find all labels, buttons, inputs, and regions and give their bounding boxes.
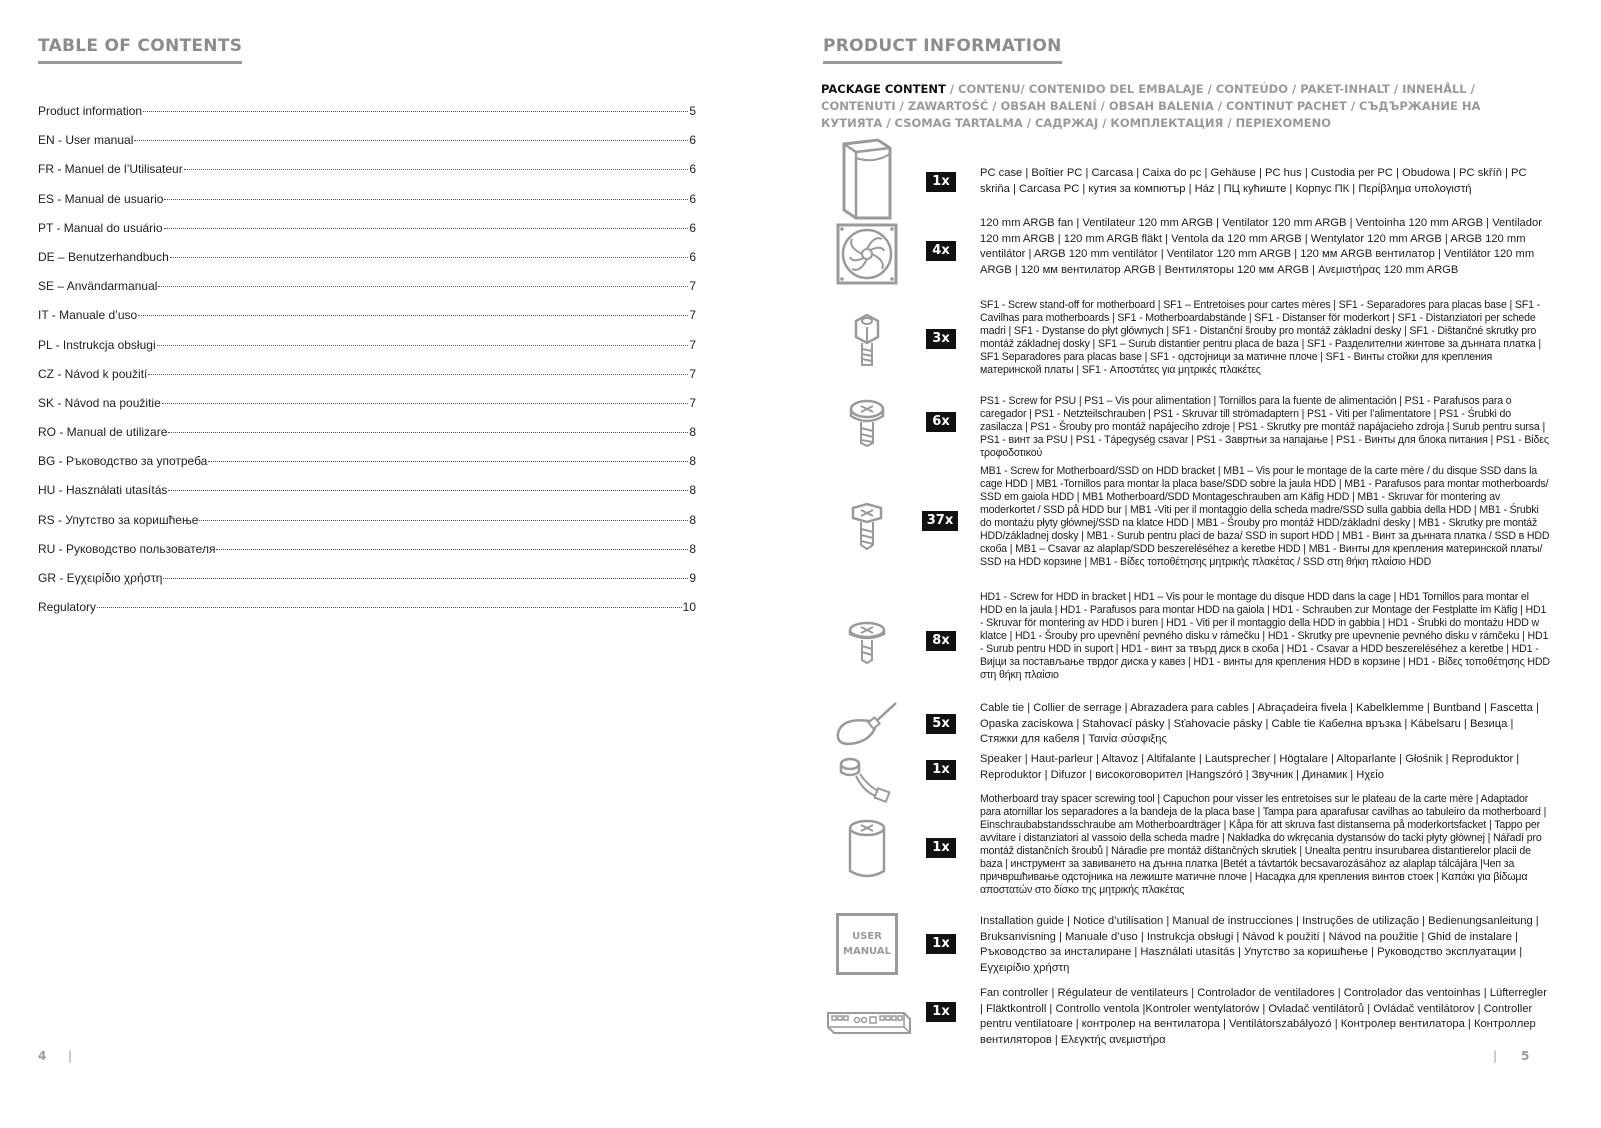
toc-entry-title: DE – Benutzerhandbuch xyxy=(38,249,169,264)
quantity-badge: 1x xyxy=(926,838,956,858)
toc-entry[interactable] xyxy=(38,133,696,162)
toc-entry[interactable] xyxy=(38,396,696,425)
item-description: MB1 - Screw for Motherboard/SSD on HDD bracket | MB1 – Vis pour le montage de la carte mère / du disque SSD dans la cage HDD | MB1 -Tornillos para montar la placa base/SDD sobre la jaula HDD | MB1 - Parafusos para montar motherboards/ SSD em gaiola HDD | MB1 Motherboard/SDD Montageschrauben am Käfig HDD | MB1 - Skruvar för montering av moderkortet / SSD på HDD bur | MB1 -Viti per il montaggio della scheda madre/SSD sulla gabbia della HDD | MB1 - Śrubki do montażu płyty głównej/SSD na klatce HDD | MB1 - Šrouby pro montáž HDD/základní desky | MB1 - Skrutky pre montáž HDD/základnej dosky | MB1 - Surub pentru placi de baza/ SSD in suport HDD | MB1 - Винт за дънната платка / SSD в HDD скоба | MB1 – Csavar az alaplap/SDD beszereléséhez a keretbe HDD | MB1 - Винты для крепления материнской платы/ SSD на HDD корзине | MB1 - Βίδες τοποθέτησης μητρικής πλακέτας / SSD στη θήκη πλαίσιο HDD xyxy=(980,465,1550,568)
toc-dot-leader xyxy=(158,286,688,287)
package-content-title-translations: / CONTENU/ CONTENIDO DEL EMBALAJE / CONTEÚDO / PAKET-INHALT / INNEHÅLL / CONTENUTI / ZAWARTOŚĆ / OBSAH BALENÍ / OBSAH BALENIA / CONTINUT PACHET / СЪДЪРЖАНИЕ НА КУТИЯТА / CSOMAG TARTALMA / САДРЖАЈ / КОМПЛЕКТАЦИЯ / ΠΕΡΙΕΧΟΜΕΝΟ xyxy=(821,82,1481,130)
toc-dot-leader xyxy=(184,169,689,170)
left-page xyxy=(0,0,800,1128)
toc-entry-title: IT - Manuale d’uso xyxy=(38,308,138,323)
toc-entry[interactable] xyxy=(38,279,696,308)
toc-dot-leader xyxy=(168,432,688,433)
toc-entry-page: 6 xyxy=(689,249,696,264)
toc-entry-title: Regulatory xyxy=(38,600,97,615)
toc-entry-page: 6 xyxy=(689,133,696,148)
toc-entry-page: 6 xyxy=(689,220,696,235)
quantity-badge: 6x xyxy=(926,412,956,432)
toc-entry-page: 8 xyxy=(689,541,696,556)
toc-entry-page: 7 xyxy=(689,366,696,381)
toc-entry[interactable] xyxy=(38,513,696,542)
page-separator-right: | xyxy=(1493,1049,1498,1063)
toc-dot-leader xyxy=(168,490,688,491)
right-page xyxy=(800,0,1601,1128)
toc-dot-leader xyxy=(134,140,688,141)
page-number-right: 5 xyxy=(1521,1049,1530,1063)
toc-entry-page: 7 xyxy=(689,337,696,352)
toc-dot-leader xyxy=(157,345,689,346)
quantity-badge: 5x xyxy=(926,714,956,734)
toc-entry[interactable] xyxy=(38,542,696,571)
speaker-icon xyxy=(836,752,898,808)
quantity-badge: 37x xyxy=(922,511,958,531)
toc-dot-leader xyxy=(170,257,689,258)
item-description: 120 mm ARGB fan | Ventilateur 120 mm ARGB | Ventilator 120 mm ARGB | Ventoinha 120 mm ARGB | Ventilador 120 mm ARGB | 120 mm ARGB fläkt | Ventola da 120 mm ARGB | Wentylator 120 mm ARGB | ARGB 120 mm ventilátor | ARGB 120 mm ventilátor | Ventilator 120 mm ARGB | 120 мм ARGB вентилатор | Ventilátor 120 mm ARGB | 120 мм вентилатор ARGB | Вентиляторы 120 мм ARGB | Ανεμιστήρας 120 mm ARGB xyxy=(980,217,1542,277)
toc-dot-leader xyxy=(208,461,688,462)
standoff-icon xyxy=(852,313,882,369)
toc-entry[interactable] xyxy=(38,192,696,221)
toc-list xyxy=(38,104,696,629)
toc-entry[interactable] xyxy=(38,454,696,483)
toc-entry-page: 6 xyxy=(689,191,696,206)
user-manual-icon-text: MANUAL xyxy=(843,946,891,957)
user-manual-icon-text: USER xyxy=(852,931,882,942)
item-description: PS1 - Screw for PSU | PS1 – Vis pour alimentation | Tornillos para la fuente de alimentación | PS1 - Parafusos para o caregador | PS1 - Netzteilschrauben | PS1 - Skruvar till strömadaptern | PS1 - Viti per l’alimentatore | PS1 - Śrubki do zasilacza | PS1 - Šrouby pro montáž napájecího zdroje | PS1 - Skrutky pre montáž napájacieho zdroja | Surub pentru sursa | PS1 - винт за PSU | PS1 - Tápegység csavar | PS1 - Завртњи за напајање | PS1 - Винты для блока питания | PS1 - Βίδες τροφοδοτικού xyxy=(980,395,1549,459)
quantity-badge: 1x xyxy=(926,760,956,780)
toc-entry-page: 8 xyxy=(689,454,696,469)
toc-dot-leader xyxy=(216,549,688,550)
toc-dot-leader xyxy=(163,578,688,579)
quantity-badge: 4x xyxy=(926,241,956,261)
pc-case-icon xyxy=(838,138,896,220)
toc-entry[interactable] xyxy=(38,338,696,367)
spacer-tool-icon xyxy=(846,819,888,881)
toc-dot-leader xyxy=(164,199,688,200)
fan-controller-icon xyxy=(824,1009,914,1039)
toc-entry-page: 8 xyxy=(689,512,696,527)
toc-dot-leader xyxy=(143,111,688,112)
package-content-title-strong: PACKAGE CONTENT xyxy=(821,82,946,96)
toc-dot-leader xyxy=(162,403,689,404)
cable-tie-icon xyxy=(832,699,904,749)
hdd-screw-icon xyxy=(848,620,886,666)
toc-entry-title: RU - Руководство пользователя xyxy=(38,541,216,556)
item-description: HD1 - Screw for HDD in bracket | HD1 – Vis pour le montage du disque HDD dans la cage | HD1 Tornillos para montar el HDD en la jaula | HD1 - Parafusos para montar HDD na gaiola | HD1 - Schrauben zur Montage der Festplatte im Käfig | HD1 - Skruvar för montering av HDD i buren | HD1 - Viti per il montaggio della HDD in gabbia | HD1 - Śrubki do montażu HDD w klatce | HD1 - Šrouby pro upevnění pevného disku v rámečku | HD1 - Skrutky pre upevnenie pevného disku v rámčeku | HD1 - Surub pentru HDD in suport | HD1 - винт за твърд диск в скоба | HD1 - Csavar a HDD beszereléséhez a keretbe | HD1 - Вијци за постављање тврдог диска у кавез | HD1 - винты для крепления HDD в корзине | HD1 - Βίδες τοποθέτησης HDD στη θήκη πλαίσιο xyxy=(980,591,1550,681)
quantity-badge: 1x xyxy=(926,172,956,192)
product-info-heading: PRODUCT INFORMATION xyxy=(823,36,1062,64)
toc-entry[interactable] xyxy=(38,571,696,600)
item-description: Speaker | Haut-parleur | Altavoz | Altifalante | Lautsprecher | Högtalare | Altoparlante | Głośnik | Reproduktor | Reproduktor | Difuzor | високоговорител |Hangszóró | Звучник | Динамик | Ηχείο xyxy=(980,753,1520,781)
quantity-badge: 3x xyxy=(926,329,956,349)
toc-entry-title: SE – Användarmanual xyxy=(38,279,158,294)
toc-entry[interactable] xyxy=(38,367,696,396)
toc-dot-leader xyxy=(199,520,688,521)
toc-heading: TABLE OF CONTENTS xyxy=(38,36,242,64)
toc-entry-title: PT - Manual do usuário xyxy=(38,220,163,235)
user-manual-icon xyxy=(836,913,898,975)
toc-dot-leader xyxy=(138,315,688,316)
toc-entry-page: 7 xyxy=(689,279,696,294)
toc-entry-title: SK - Návod na použitie xyxy=(38,395,161,410)
toc-entry-title: FR - Manuel de l’Utilisateur xyxy=(38,162,183,177)
package-item xyxy=(820,138,1560,220)
toc-entry-page: 7 xyxy=(689,308,696,323)
toc-entry-title: EN - User manual xyxy=(38,133,134,148)
toc-entry-title: BG - Ръководство за употреба xyxy=(38,454,208,469)
toc-entry-title: CZ - Návod k použití xyxy=(38,366,148,381)
toc-entry-title: HU - Használati utasítás xyxy=(38,483,168,498)
toc-entry-page: 8 xyxy=(689,425,696,440)
quantity-badge: 1x xyxy=(926,1002,956,1022)
page-number-left: 4 xyxy=(38,1049,47,1063)
toc-entry-title: RS - Упутство за коришћење xyxy=(38,512,199,527)
toc-entry[interactable] xyxy=(38,221,696,250)
toc-entry[interactable] xyxy=(38,600,696,629)
package-content-title xyxy=(821,81,1521,132)
page-separator-left: | xyxy=(68,1049,73,1063)
toc-entry[interactable] xyxy=(38,250,696,279)
toc-dot-leader xyxy=(148,374,688,375)
toc-entry-page: 7 xyxy=(689,395,696,410)
toc-dot-leader xyxy=(97,607,682,608)
toc-entry[interactable] xyxy=(38,483,696,512)
item-description: Installation guide | Notice d’utilisation | Manual de instrucciones | Instruções de utilização | Bedienungsanleitung | Bruksanvisning | Manuale d’uso | Instrukcja obsługi | Návod k použití | Návod na použitie | Ghid de instalare | Ръководство за инсталиране | Használati utasítás | Упутство за коришћење | Руководство эксплуатации | Εγχειρίδιο χρήστη xyxy=(980,915,1539,975)
toc-entry-page: 5 xyxy=(689,104,696,118)
toc-entry-page: 6 xyxy=(689,162,696,177)
psu-screw-icon xyxy=(848,398,886,448)
toc-entry[interactable] xyxy=(38,425,696,454)
toc-entry-page: 8 xyxy=(689,483,696,498)
toc-entry[interactable] xyxy=(38,308,696,337)
toc-dot-leader xyxy=(164,228,689,229)
toc-entry[interactable] xyxy=(38,104,696,133)
toc-entry-title: RO - Manual de utilizare xyxy=(38,425,168,440)
toc-entry-title: ES - Manual de usuario xyxy=(38,191,164,206)
motherboard-screw-icon xyxy=(848,502,886,552)
toc-entry-title: Product information xyxy=(38,104,143,118)
fan-icon xyxy=(836,223,898,285)
item-description: SF1 - Screw stand-off for motherboard | SF1 – Entretoises pour cartes mères | SF1 - Separadores para placas base | SF1 - Cavilhas para motherboards | SF1 - Motherboardabstände | SF1 - Distanser för moderkort | SF1 - Distanziatori per schede madri | SF1 - Dystanse do płyt głównych | SF1 - Distanční šrouby pro montáž základní desky | SF1 - Dištančné skrutky pro montáž základnej dosky | SF1 – Surub distantier pentru placa de baza | SF1 - Разделителни жинтове за дънната платка | SF1 Separadores para placas base | SF1 - одстојници за матичне плоче | SF1 - Винты стойки для крепления материнской платы | SF1 - Αποστάτες για μητρικές πλακέτες xyxy=(980,299,1541,376)
item-description: Fan controller | Régulateur de ventilateurs | Controlador de ventiladores | Controlador das ventoinhas | Lüfterregler | Fläktkontroll | Controllo ventola |Kontroler wentylatorów | Ovladač ventilátorů | Ovládač ventilátorov | Controller pentru ventilatoare | контролер на вентилатора | Ventilátorszabályozó | Контролер вентилатора | Контроллер вентиляторов | Ελεγκτής ανεμιστήρα xyxy=(980,987,1547,1047)
item-description: Cable tie | Collier de serrage | Abrazadera para cables | Abraçadeira fivela | Kabelklemme | Buntband | Fascetta | Opaska zaciskowa | Stahovací pásky | Sťahovacie pásky | Cable tie Кабелна връзка | Kábelsaru | Везица | Стяжки для кабеля | Ταινία σύσφιξης xyxy=(980,702,1539,746)
toc-entry[interactable] xyxy=(38,162,696,191)
item-description: PC case | Boîtier PC | Carcasa | Caixa do pc | Gehäuse | PC hus | Custodia per PC | Obudowa | PC skříň | PC skriňa | Carcasa PC | кутия за компютър | Ház | ПЦ кућиште | Корпус ПК | Περίβλημα υπολογιστή xyxy=(980,167,1527,195)
item-description: Motherboard tray spacer screwing tool | Capuchon pour visser les entretoises sur le plateau de la carte mère | Adaptador para atornillar los separadores a la bandeja de la placa base | Tampa para aparafusar cavilhas ao tabuleiro da motherboard | Einschraubabstandsschraube am Motherboardträger | Kåpa för att skruva fast distanserna på moderkortsfacket | Tappo per avvitare i distanziatori al vassoio della scheda madre | Nakładka do wkręcania dystansów do tacki płyty głównej | Nářadí pro montáž distančních šroubů | Náradie pre montáž dištančných skrutiek | Unealta pentru insurubarea distantierelor placii de baza | инструмент за завиването на дънна платка |Betét a távtartók becsavarozásához az alaplap tálcájára |Чеп за причвршћивање одстојника на лежиште матичне плоче | Насадка для крепления винтов стоек | Καπάκι για βίδωμα αποστατών στο δίσκο της μητρικής πλακέτας xyxy=(980,793,1547,896)
toc-entry-title: GR - Εγχειρίδιο χρήστη xyxy=(38,571,163,585)
toc-entry-title: PL - Instrukcja obsługi xyxy=(38,337,156,352)
toc-entry-page: 9 xyxy=(689,571,696,585)
toc-entry-page: 10 xyxy=(682,600,696,615)
quantity-badge: 1x xyxy=(926,934,956,954)
quantity-badge: 8x xyxy=(926,631,956,651)
